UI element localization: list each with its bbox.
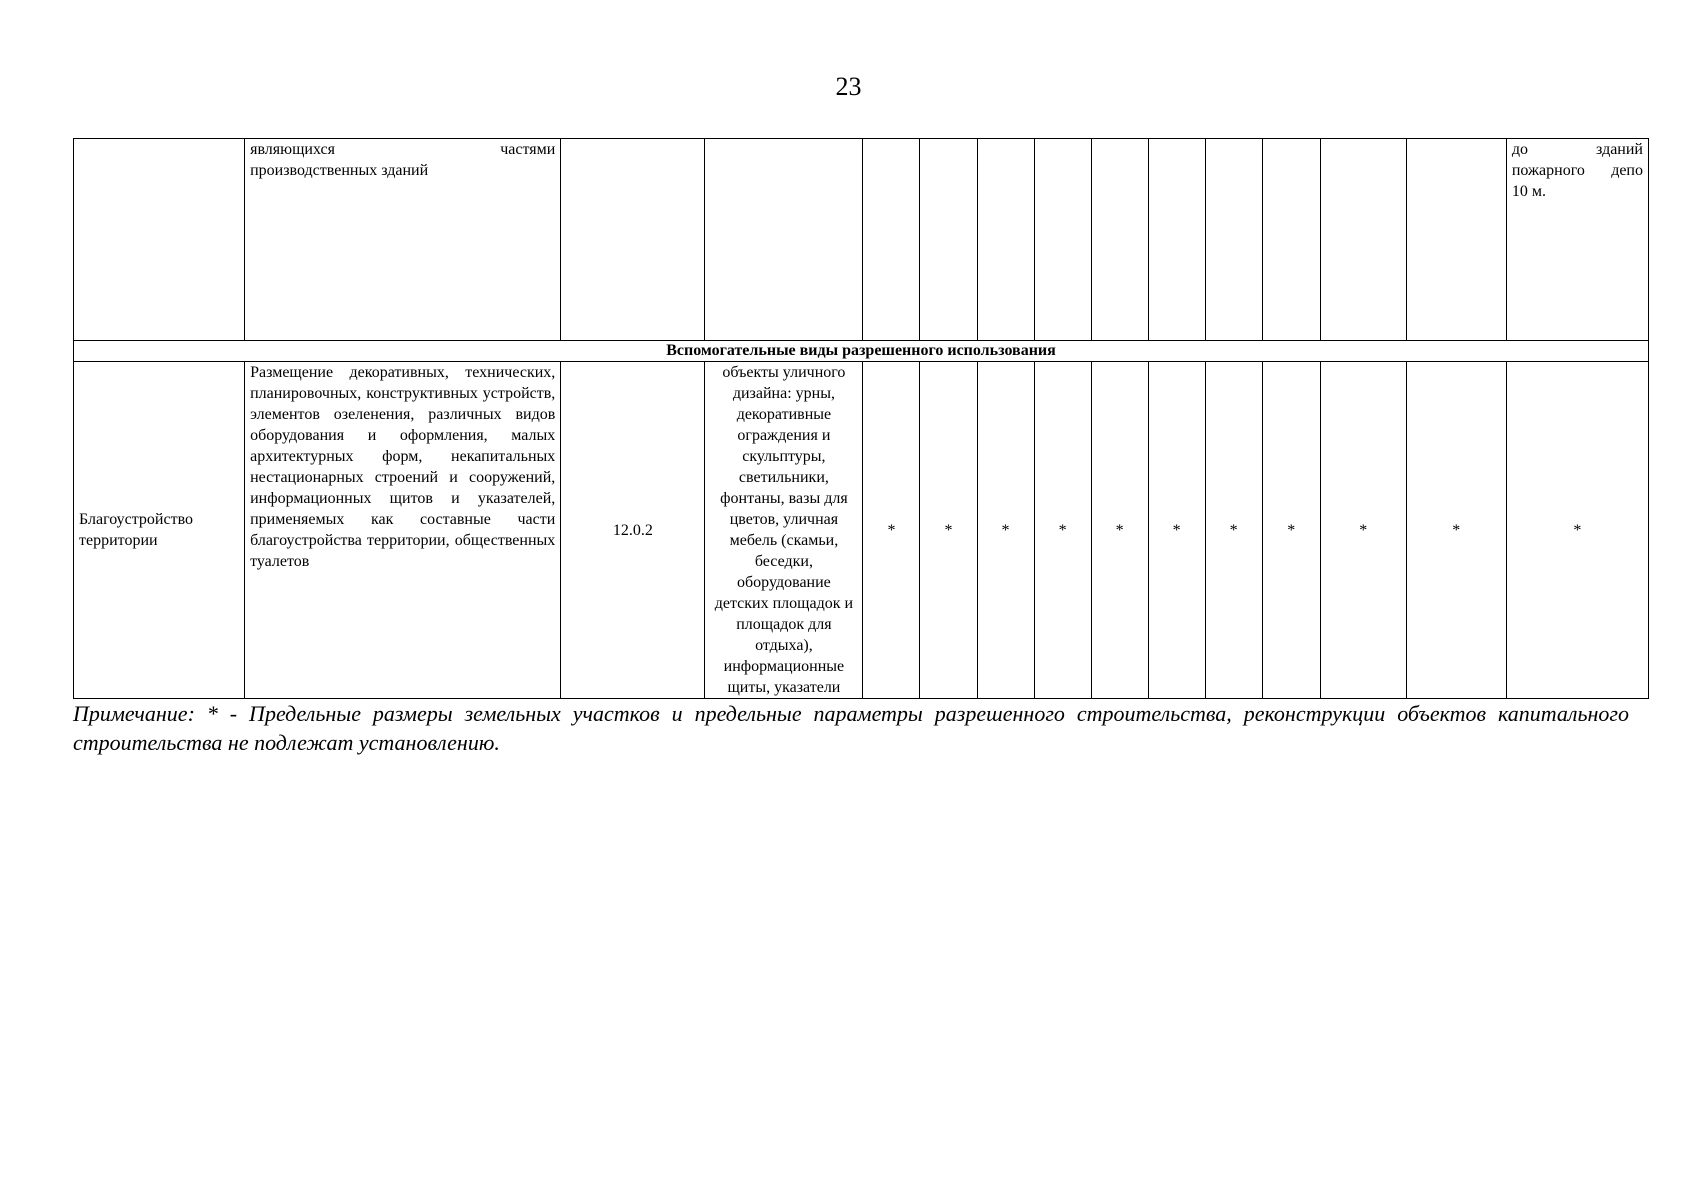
cell-param [1091, 139, 1148, 341]
cell-param [1148, 139, 1205, 341]
description-line: являющихся частями [250, 141, 556, 158]
cell-param [863, 139, 920, 341]
note-line: пожарного депо [1511, 162, 1643, 179]
note-line: до зданий [1511, 141, 1643, 158]
table-row-continued [74, 139, 1649, 341]
note-line: 10 м. [1511, 183, 1546, 200]
description-line: производственных зданий [250, 162, 429, 179]
cell-param [1320, 139, 1406, 341]
land-use-table [73, 138, 1649, 699]
cell-description [245, 139, 561, 341]
cell-description: Размещение декоративных, технических, планировочных, конструктивных устройств, элементов озеленения, различных видов оборудования и оформления, малых архитектурных форм, некапитальных нестационарных строений и сооружений, информационных щитов и указателей, применяемых как составные части благоустройства территории, общественных туалетов [245, 362, 561, 699]
table-row-main [74, 362, 1649, 699]
cell-param [1262, 139, 1320, 341]
cell-name [74, 139, 245, 341]
cell-param-star: * [1205, 362, 1262, 699]
page-number: 23 [835, 72, 862, 101]
cell-param [977, 139, 1034, 341]
cell-param [1205, 139, 1262, 341]
cell-objects [705, 139, 863, 341]
cell-param-star: * [1091, 362, 1148, 699]
cell-param-star: * [1320, 362, 1406, 699]
cell-param-star: * [920, 362, 977, 699]
section-title: Вспомогательные виды разрешенного использования [74, 341, 1649, 362]
cell-param-star: * [977, 362, 1034, 699]
cell-param-star: * [1262, 362, 1320, 699]
cell-param [1406, 139, 1506, 341]
footnote: Примечание: * - Предельные размеры земельных участков и предельные параметры разрешенного строительства, реконструкции объектов капитального строительства не подлежат установлению. [73, 701, 1629, 755]
cell-code [561, 139, 705, 341]
cell-param-star: * [1506, 362, 1648, 699]
cell-param-star: * [1148, 362, 1205, 699]
cell-param-star: * [1406, 362, 1506, 699]
cell-objects: объекты уличного дизайна: урны, декоративные ограждения и скульптуры, светильники, фонтаны, вазы для цветов, уличная мебель (скамьи, беседки, оборудование детских площадок и площадок для отдыха), информационные щиты, указатели [705, 362, 863, 699]
cell-name: Благоустройство территории [74, 362, 245, 699]
cell-param [1034, 139, 1091, 341]
cell-code: 12.0.2 [561, 362, 705, 699]
section-header-row [74, 341, 1649, 362]
cell-param [920, 139, 977, 341]
cell-note [1506, 139, 1648, 341]
cell-param-star: * [1034, 362, 1091, 699]
cell-param-star: * [863, 362, 920, 699]
